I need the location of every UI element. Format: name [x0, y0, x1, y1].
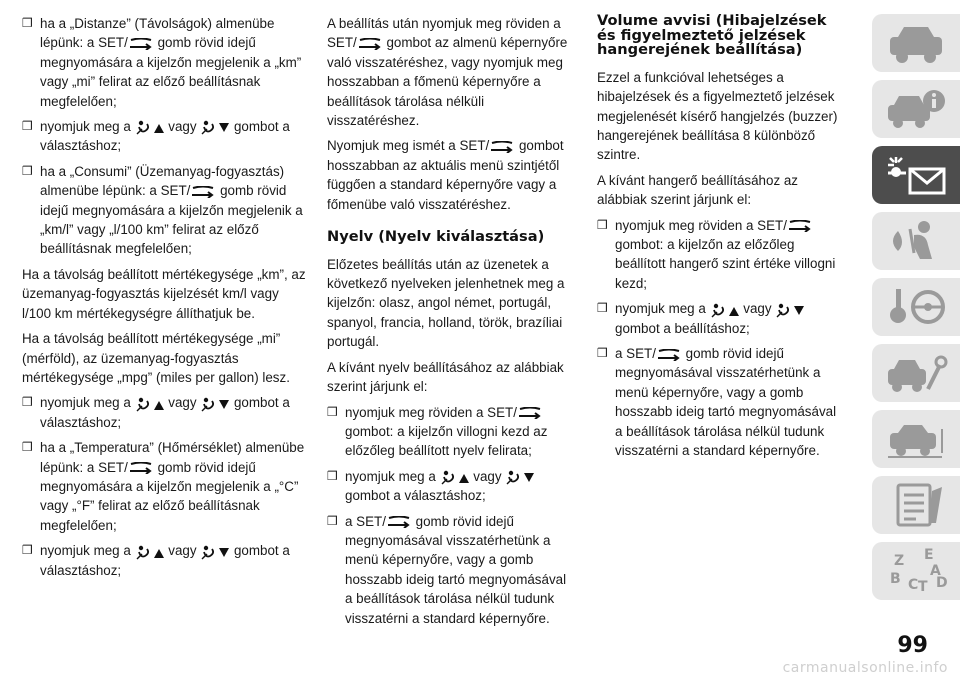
car-wrench-icon: [884, 351, 948, 395]
column-3: [597, 14, 847, 467]
down-arrow-icon: [200, 396, 230, 412]
set-enter-icon: [128, 38, 154, 50]
bullet-item: ❒ a SET/ gomb rövid idejű megnyomásával visszatérhetünk a menü képernyőre, vagy a gomb hosszabb ideig tartó megnyomásával a beállítások tárolása nélkül tudunk visszatérni a standard képernyőre.: [597, 344, 847, 460]
chapter-tab-document-list[interactable]: [872, 476, 960, 534]
chapter-tab-car-info[interactable]: [872, 80, 960, 138]
set-enter-icon: [787, 220, 813, 232]
paragraph: Ezzel a funkcióval lehetséges a hibajelzések és a figyelmeztető jelzések megjelenését kísérő hangjelzés (buzzer) hangerejének beállítása 8 különböző szintre.: [597, 69, 838, 163]
bullet-item: ❒ nyomjuk meg a vagy gombot a választáshoz;: [22, 393, 307, 432]
up-arrow-icon: [135, 119, 165, 135]
bullet-item: ❒ nyomjuk meg a vagy gombot a választáshoz;: [327, 467, 577, 506]
down-arrow-icon: [775, 302, 805, 318]
column-1: [22, 14, 307, 586]
svg-text:D: D: [936, 575, 948, 591]
bullet-item: ❒ ha a „Temperatura” (Hőmérséklet) almenübe lépünk: a SET/ gomb rövid idejű megnyomására a kijelzőn megjelenik a „°C” vagy „°F” felirat az előző beállításnak megfelelően;: [22, 438, 307, 535]
up-arrow-icon: [710, 302, 740, 318]
chapter-tab-key-steering[interactable]: [872, 278, 960, 336]
bullet-item: ❒ a SET/ gomb rövid idejű megnyomásával visszatérhetünk a menü képernyőre, vagy a gomb hosszabb ideig tartó megnyomásával a beállítások tárolása nélkül tudunk visszatérni a standard képernyőre.: [327, 512, 577, 628]
svg-text:T: T: [918, 579, 928, 595]
chapter-tab-airbag-seat[interactable]: [872, 212, 960, 270]
chapter-tab-car[interactable]: [872, 14, 960, 72]
bullet-item: ❒ nyomjuk meg a vagy gombot a választáshoz;: [22, 541, 307, 580]
set-enter-icon: [489, 141, 515, 153]
bullet-item: ❒ nyomjuk meg a vagy gombot a választáshoz;: [22, 117, 307, 156]
paragraph: Ha a távolság beállított mértékegysége „mi” (mérföld), az üzemanyag-fogyasztás mértékegysége „mpg” (miles per gallon) lesz.: [22, 331, 290, 385]
section-heading: Volume avvisi (Hibajelzések és figyelmeztető jelzések hangerejének beállítása): [597, 12, 827, 59]
paragraph: A kívánt nyelv beállításához az alábbiak szerint járjunk el:: [327, 359, 564, 395]
watermark-text: carmanualsonline.info: [782, 660, 948, 676]
set-enter-icon: [128, 462, 154, 474]
bullet-item: ❒ ha a „Consumi” (Üzemanyag-fogyasztás) almenübe lépünk: a SET/ gomb rövid idejű megnyomására a kijelzőn megjelenik a „km/l” vagy „l/100 km” felirat az előző beállításnak megfelelően;: [22, 162, 307, 259]
svg-text:A: A: [930, 563, 941, 579]
up-arrow-icon: [440, 469, 470, 485]
page-number: 99: [897, 633, 928, 658]
car-specs-icon: [884, 417, 948, 461]
svg-text:E: E: [924, 547, 934, 563]
down-arrow-icon: [200, 544, 230, 560]
paragraph: A beállítás után nyomjuk meg röviden a SET/ gombot az almenü képernyőre való visszatéréshez, vagy nyomjuk meg hosszabban a főmenü képernyőre a beállítások tárolása nélküli visszatéréshez.: [327, 16, 568, 129]
set-enter-icon: [357, 38, 383, 50]
set-enter-icon: [656, 349, 682, 361]
up-arrow-icon: [135, 396, 165, 412]
paragraph: A kívánt hangerő beállításához az alábbiak szerint járjunk el:: [597, 172, 798, 208]
down-arrow-icon: [505, 469, 535, 485]
set-enter-icon: [517, 407, 543, 419]
set-enter-icon: [386, 516, 412, 528]
svg-text:Z: Z: [894, 553, 905, 569]
airbag-seat-icon: [884, 219, 948, 263]
alphabet-index-icon: [884, 547, 948, 595]
warning-light-envelope-icon: [884, 153, 948, 197]
bullet-item: ❒ nyomjuk meg röviden a SET/ gombot: a kijelzőn villogni kezd az előzőleg beállított nyelv felirata;: [327, 403, 577, 461]
chapter-tab-warning-light-envelope[interactable]: [872, 146, 960, 204]
car-info-icon: [884, 87, 948, 131]
bullet-item: ❒ nyomjuk meg röviden a SET/ gombot: a kijelzőn az előzőleg beállított hangerő szint értéke villogni kezd;: [597, 216, 847, 294]
paragraph: Nyomjuk meg ismét a SET/ gombot hosszabban az aktuális menü szintjétől függően a standard képernyőre vagy a főmenübe való visszatéréshez.: [327, 138, 564, 212]
document-list-icon: [884, 483, 948, 527]
car-icon: [884, 21, 948, 65]
set-enter-icon: [190, 186, 216, 198]
svg-text:C: C: [908, 577, 919, 593]
up-arrow-icon: [135, 544, 165, 560]
svg-text:B: B: [890, 571, 901, 587]
paragraph: Előzetes beállítás után az üzenetek a következő nyelveken jelenhetnek meg a kijelzőn: olasz, angol német, portugál, spanyol, francia, holland, török, brazíliai portugál.: [327, 256, 565, 350]
paragraph: Ha a távolság beállított mértékegysége „km”, az üzemanyag-fogyasztás kijelzését km/l vagy l/100 km mértékegységre állíthatjuk be.: [22, 266, 306, 321]
key-steering-icon: [884, 285, 948, 329]
chapter-tab-alphabet-index[interactable]: [872, 542, 960, 600]
chapter-tab-sidebar: [872, 14, 960, 608]
chapter-tab-car-wrench[interactable]: [872, 344, 960, 402]
column-2: [327, 14, 577, 634]
section-heading: Nyelv (Nyelv kiválasztása): [327, 228, 545, 246]
bullet-item: ❒ ha a „Distanze” (Távolságok) almenübe lépünk: a SET/ gomb rövid idejű megnyomására a kijelzőn megjelenik a „km” vagy „mi” felirat az előző beállításnak megfelelően;: [22, 14, 307, 111]
chapter-tab-car-specs[interactable]: [872, 410, 960, 468]
bullet-item: ❒ nyomjuk meg a vagy gombot a beállításhoz;: [597, 299, 847, 338]
down-arrow-icon: [200, 119, 230, 135]
